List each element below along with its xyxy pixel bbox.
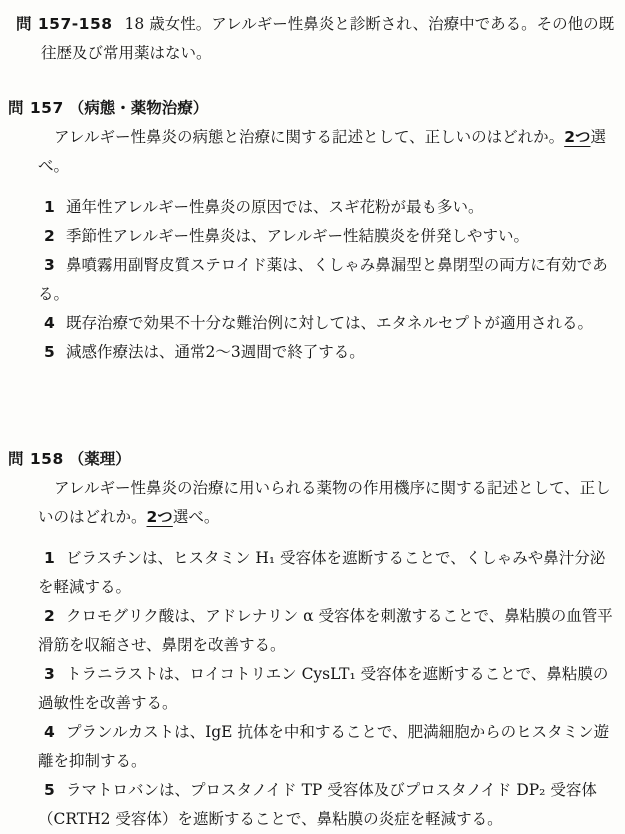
option-number: 1 [44,549,55,567]
q158-choose-two-emphasis: 2つ [146,508,173,526]
q158-lead-text: アレルギー性鼻炎の治療に用いられる薬物の作用機序に関する記述として、正しいのはどれか。 [38,479,611,526]
option-item [8,660,617,718]
option-number: 3 [44,665,55,683]
option-text: 既存治療で効果不十分な難治例に対しては、エタネルセプトが適用される。 [66,314,594,332]
q158-options-list [8,544,617,834]
option-text: 通年性アレルギー性鼻炎の原因では、スギ花粉が最も多い。 [66,198,484,216]
option-number: 3 [44,256,55,274]
q157-subject-category: （病態・薬物治療） [68,99,209,117]
option-item [8,776,617,834]
option-number: 5 [44,343,55,361]
option-item [8,718,617,776]
option-text: 季節性アレルギー性鼻炎は、アレルギー性結膜炎を併発しやすい。 [66,227,529,245]
q157-lead-paragraph [8,123,617,181]
option-text: クロモグリク酸は、アドレナリン α 受容体を刺激することで、鼻粘膜の血管平滑筋を収縮させ、鼻閉を改善する。 [38,607,613,654]
option-text: 減感作療法は、通常2～3週間で終了する。 [66,343,365,361]
q157-options-list [8,193,617,367]
q157-number-label: 問 157 [8,99,64,117]
option-text: トラニラストは、ロイコトリエン CysLT₁ 受容体を遮断することで、鼻粘膜の過敏性を改善する。 [38,665,609,712]
option-item [8,222,617,251]
option-item [8,193,617,222]
option-number: 2 [44,607,55,625]
q158-lead-tail: 選べ。 [172,508,220,526]
option-number: 4 [44,314,55,332]
q158-lead-paragraph [8,474,617,532]
option-number: 1 [44,198,55,216]
q158-number-label: 問 158 [8,450,64,468]
q158-header [8,445,617,474]
option-item [8,602,617,660]
option-item [8,251,617,309]
option-number: 4 [44,723,55,741]
q158-subject-category: （薬理） [68,450,131,468]
option-number: 2 [44,227,55,245]
question-158 [8,445,617,834]
case-question-range-label: 問 157-158 [16,15,113,33]
option-text: ラマトロバンは、プロスタノイド TP 受容体及びプロスタノイド DP₂ 受容体（CRTH2 受容体）を遮断することで、鼻粘膜の炎症を軽減する。 [38,781,597,828]
option-item [8,338,617,367]
case-intro-paragraph [8,10,617,68]
option-text: プランルカストは、IgE 抗体を中和することで、肥満細胞からのヒスタミン遊離を抑制する。 [38,723,610,770]
q157-choose-two-emphasis: 2つ [564,128,591,146]
option-text: 鼻噴霧用副腎皮質ステロイド薬は、くしゃみ鼻漏型と鼻閉型の両方に有効である。 [38,256,608,303]
q157-header [8,94,617,123]
q157-lead-tail: 選べ。 [38,128,606,175]
q157-lead-text: アレルギー性鼻炎の病態と治療に関する記述として、正しいのはどれか。 [54,128,565,146]
case-intro-text: 18 歳女性。アレルギー性鼻炎と診断され、治療中である。その他の既往歴及び常用薬はない。 [41,15,615,62]
option-item [8,544,617,602]
question-157 [8,94,617,367]
option-number: 5 [44,781,55,799]
option-text: ビラスチンは、ヒスタミン H₁ 受容体を遮断することで、くしゃみや鼻汁分泌を軽減する。 [38,549,606,596]
option-item [8,309,617,338]
